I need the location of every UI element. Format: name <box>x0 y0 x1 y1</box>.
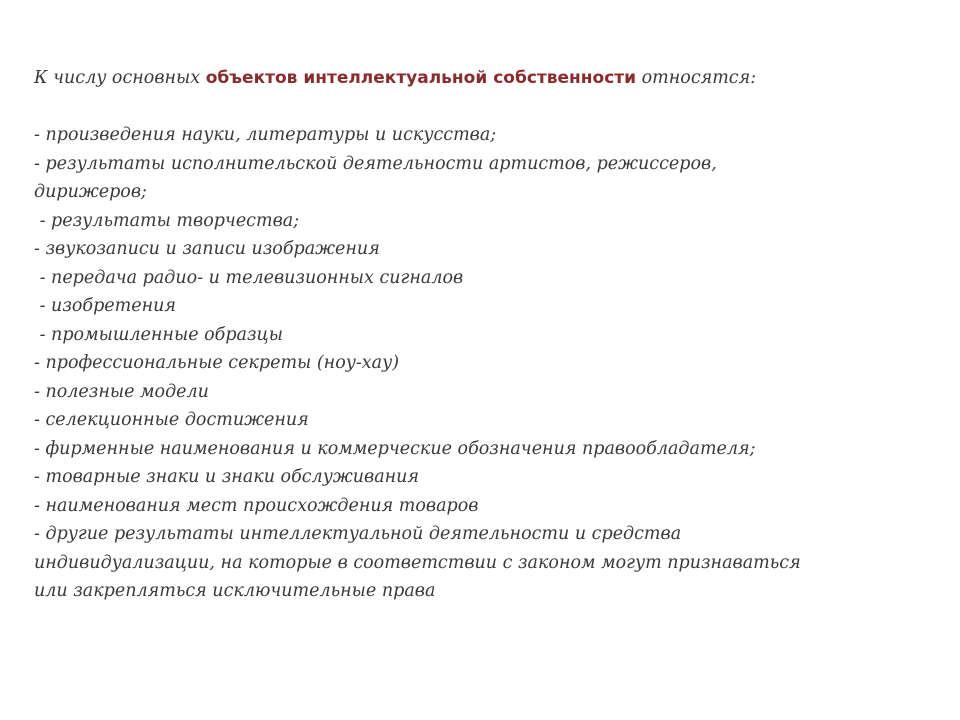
intro-highlight-term: объектов интеллектуальной собственности <box>205 68 637 88</box>
list-item: дирижеров; <box>34 182 147 202</box>
list-item: - результаты исполнительской деятельности артистов, режиссеров, <box>34 153 717 174</box>
list-item: - изобретения <box>34 296 176 316</box>
list-item: - звукозаписи и записи изображения <box>34 239 380 259</box>
intro-line <box>34 64 914 93</box>
list-item: - селекционные достижения <box>34 410 309 430</box>
list-item: - произведения науки, литературы и искусства; <box>34 125 497 145</box>
list-item: - профессиональные секреты (ноу-хау) <box>34 353 400 373</box>
blank-line <box>34 93 914 122</box>
intro-text-after: относятся: <box>636 68 757 88</box>
list-item: - товарные знаки и знаки обслуживания <box>34 467 420 487</box>
intro-text-before: К числу основных <box>34 68 206 88</box>
list-item: - полезные модели <box>34 381 209 402</box>
list-item: - наименования мест происхождения товаров <box>34 495 479 516</box>
list-item: - другие результаты интеллектуальной деятельности и средства <box>34 524 682 544</box>
list-item: - результаты творчества; <box>34 210 300 231</box>
list-item: или закрепляться исключительные права <box>34 581 436 601</box>
list-item: - фирменные наименования и коммерческие обозначения правообладателя; <box>34 438 756 459</box>
list-item: индивидуализации, на которые в соответствии с законом могут признаваться <box>34 552 801 573</box>
list-item: - передача радио- и телевизионных сигналов <box>34 267 464 288</box>
slide-body-text <box>34 64 914 606</box>
list-item: - промышленные образцы <box>34 324 283 345</box>
